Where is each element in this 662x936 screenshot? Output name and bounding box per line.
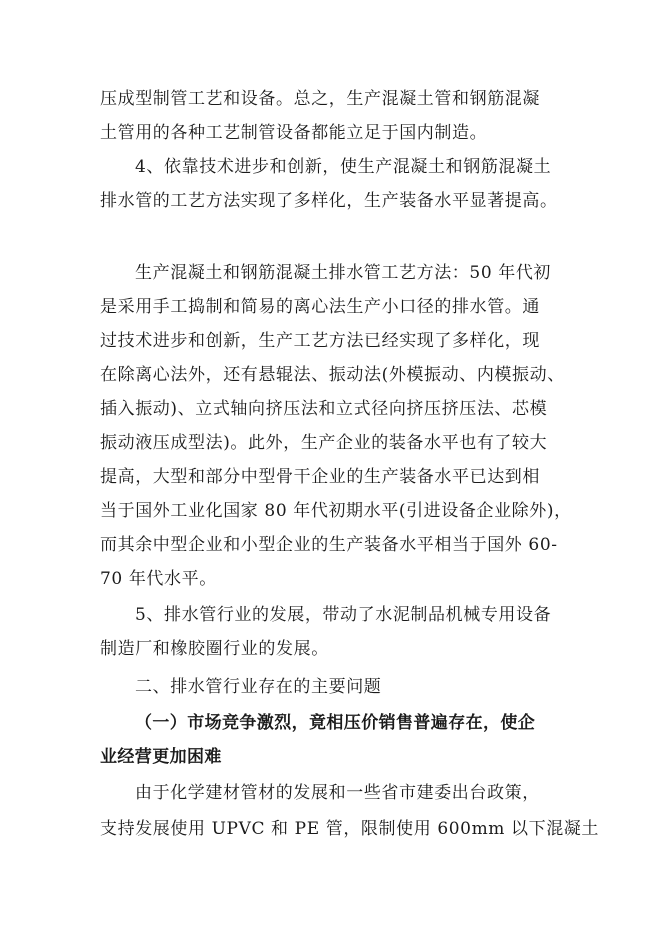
text-line: 当于国外工业化国家 80 年代初期水平(引进设备企业除外)， <box>100 501 572 521</box>
section-heading: 二、排水管行业存在的主要问题 <box>135 677 382 697</box>
text-line: 压成型制管工艺和设备。总之，生产混凝土管和钢筋混凝 <box>100 89 540 109</box>
subsection-heading: （一）市场竞争激烈，竟相压价销售普遍存在，使企 <box>135 713 536 733</box>
text-line: 提高，大型和部分中型骨干企业的生产装备水平已达到相 <box>100 467 540 487</box>
text-line: 而其余中型企业和小型企业的生产装备水平相当于国外 60- <box>100 535 558 555</box>
text-line: 插入振动)、立式轴向挤压法和立式径向挤压挤压法、芯模 <box>100 399 548 419</box>
text-line: 在除离心法外，还有悬辊法、振动法(外模振动、内模振动、 <box>100 365 565 385</box>
text-line: 生产混凝土和钢筋混凝土排水管工艺方法：50 年代初 <box>135 263 552 283</box>
text-line: 支持发展使用 UPVC 和 PE 管，限制使用 600mm 以下混凝土 <box>100 819 600 839</box>
text-line: 振动液压成型法)。此外，生产企业的装备水平也有了较大 <box>100 433 548 453</box>
text-line: 土管用的各种工艺制管设备都能立足于国内制造。 <box>100 123 488 143</box>
text-line: 5、排水管行业的发展，带动了水泥制品机械专用设备 <box>135 605 552 625</box>
text-line: 过技术进步和创新，生产工艺方法已经实现了多样化，现 <box>100 331 540 351</box>
text-line: 排水管的工艺方法实现了多样化，生产装备水平显著提高。 <box>100 191 558 211</box>
text-line: 制造厂和橡胶圈行业的发展。 <box>100 639 329 659</box>
text-line: 由于化学建材管材的发展和一些省市建委出台政策， <box>135 783 540 803</box>
text-line: 70 年代水平。 <box>100 569 217 589</box>
subsection-heading: 业经营更加困难 <box>100 747 222 767</box>
text-line: 4、依靠技术进步和创新，使生产混凝土和钢筋混凝土 <box>135 157 552 177</box>
text-line: 是采用手工捣制和简易的离心法生产小口径的排水管。通 <box>100 297 540 317</box>
